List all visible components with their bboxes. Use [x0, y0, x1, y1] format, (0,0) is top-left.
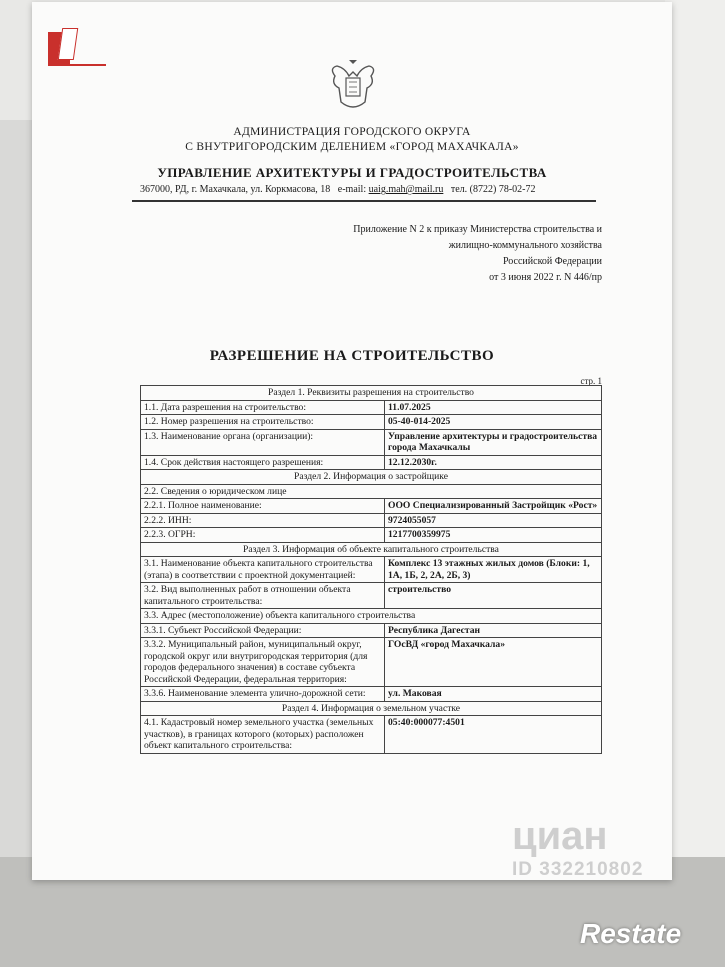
appendix-line: Российской Федерации [502, 256, 602, 267]
field-label: 3.3.2. Муниципальный район, муниципальный округ, городской округ или внутригородская территория (для городов федерального значения) в составе субъекта Российской Федерации, федеральная территория: [141, 638, 385, 687]
department-name: УПРАВЛЕНИЕ АРХИТЕКТУРЫ И ГРАДОСТРОИТЕЛЬСТВА [157, 165, 547, 180]
field-value: 12.12.2030г. [385, 455, 602, 470]
field-value: 05:40:000077:4501 [385, 716, 602, 754]
table-row [141, 623, 602, 638]
field-label: 4.1. Кадастровый номер земельного участка (земельных участков), в границах которого (которых) расположен объект капитального строительства: [141, 716, 385, 754]
restate-logo: Restate [580, 918, 682, 949]
field-label: 2.2.3. ОГРН: [141, 528, 385, 543]
table-row [141, 429, 602, 455]
cian-watermark [512, 814, 643, 881]
field-value: Комплекс 13 этажных жилых домов (Блоки: 1, 1А, 1Б, 2, 2А, 2Б, 3) [385, 557, 602, 583]
field-label: 1.4. Срок действия настоящего разрешения: [141, 455, 385, 470]
red-sticker-icon [48, 24, 90, 72]
appendix-line: от 3 июня 2022 г. N 446/пр [489, 272, 602, 283]
field-label: 3.2. Вид выполненных работ в отношении объекта капитального строительства: [141, 583, 385, 609]
field-label: 3.1. Наименование объекта капитального строительства (этапа) в соответствии с проектной документацией: [141, 557, 385, 583]
field-label: 1.3. Наименование органа (организации): [141, 429, 385, 455]
coat-of-arms-icon [327, 58, 379, 114]
table-row [141, 638, 602, 687]
field-label: 1.1. Дата разрешения на строительство: [141, 400, 385, 415]
field-label: 1.2. Номер разрешения на строительство: [141, 415, 385, 430]
field-value: 05-40-014-2025 [385, 415, 602, 430]
section-1-header: Раздел 1. Реквизиты разрешения на строительство [141, 386, 602, 401]
document-title: РАЗРЕШЕНИЕ НА СТРОИТЕЛЬСТВО [209, 348, 495, 364]
field-value: ГОсВД «город Махачкала» [385, 638, 602, 687]
appendix-note [353, 222, 602, 286]
field-value: 9724055057 [385, 513, 602, 528]
section-2-header: Раздел 2. Информация о застройщике [141, 470, 602, 485]
section-3-header: Раздел 3. Информация об объекте капитального строительства [141, 542, 602, 557]
table-row [141, 499, 602, 514]
field-label: 2.2.2. ИНН: [141, 513, 385, 528]
table-row [141, 400, 602, 415]
table-row [141, 455, 602, 470]
background-right [665, 0, 725, 967]
table-row [141, 716, 602, 754]
email-address: uaig.mah@mail.ru [368, 184, 444, 195]
section-4-header: Раздел 4. Информация о земельном участке [141, 701, 602, 716]
field-label: 3.3.1. Субъект Российской Федерации: [141, 623, 385, 638]
field-value: строительство [385, 583, 602, 609]
table-row [141, 557, 602, 583]
field-label: 3.3.6. Наименование элемента улично-дорожной сети: [141, 687, 385, 702]
contact-line [140, 184, 535, 195]
table-row [141, 609, 602, 624]
field-value: ООО Специализированный Застройщик «Рост» [385, 499, 602, 514]
field-label: 2.2.1. Полное наименование: [141, 499, 385, 514]
appendix-line: Приложение N 2 к приказу Министерства строительства и [353, 224, 602, 235]
field-label: 2.2. Сведения о юридическом лице [141, 484, 602, 499]
table-row [141, 484, 602, 499]
table-row [141, 528, 602, 543]
table-row [141, 687, 602, 702]
field-value: 1217700359975 [385, 528, 602, 543]
table-row [141, 583, 602, 609]
appendix-line: жилищно-коммунального хозяйства [448, 240, 602, 251]
phone-number: тел. (8722) 78-02-72 [450, 184, 536, 195]
email-label: e-mail: [337, 184, 367, 195]
administration-line-2: С ВНУТРИГОРОДСКИМ ДЕЛЕНИЕМ «ГОРОД МАХАЧКАЛА» [185, 141, 519, 153]
header-rule [132, 200, 596, 202]
administration-line-1: АДМИНИСТРАЦИЯ ГОРОДСКОГО ОКРУГА [233, 126, 471, 138]
table-row [141, 415, 602, 430]
watermark-id: ID 332210802 [512, 859, 644, 880]
page-number: стр. 1 [580, 376, 602, 386]
field-value: Управление архитектуры и градостроительства города Махачкалы [385, 429, 602, 455]
permit-table [140, 385, 602, 754]
field-value: 11.07.2025 [385, 400, 602, 415]
table-row [141, 513, 602, 528]
postal-address: 367000, РД, г. Махачкала, ул. Коркмасова, 18 [140, 184, 331, 195]
watermark-brand: циан [512, 814, 608, 858]
field-value: Республика Дагестан [385, 623, 602, 638]
field-value: ул. Маковая [385, 687, 602, 702]
document-page [32, 2, 672, 880]
field-label: 3.3. Адрес (местоположение) объекта капитального строительства [141, 609, 602, 624]
